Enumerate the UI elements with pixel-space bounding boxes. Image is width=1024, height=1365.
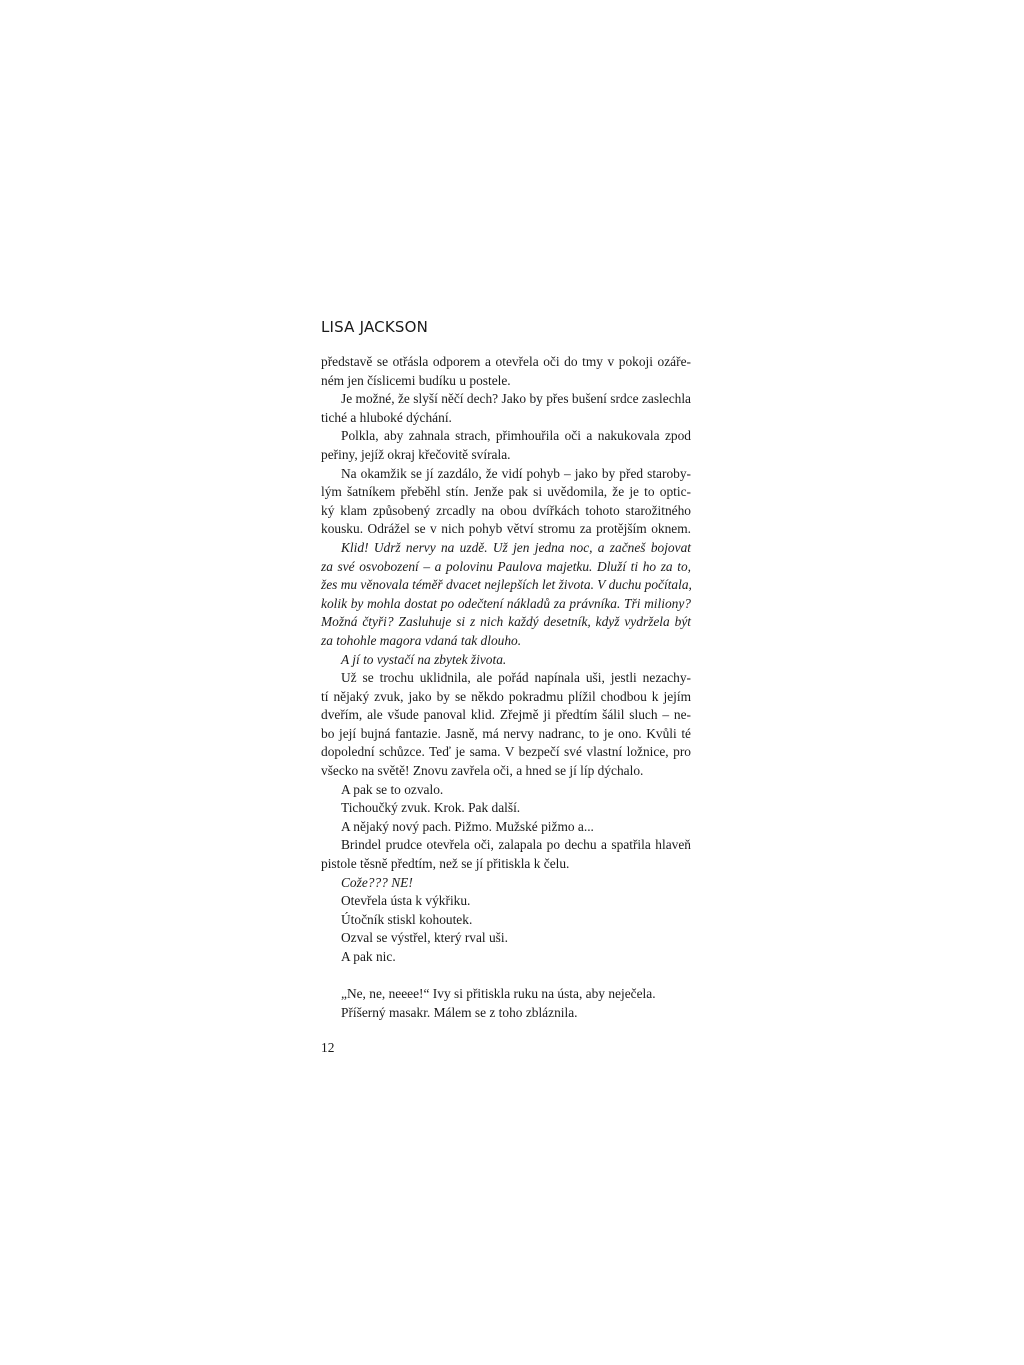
text-line: za své osvobození – a polovinu Paulova majetku. Dluží ti ho za to, — [321, 558, 691, 574]
text-line: Klid! Udrž nervy na uzdě. Už jen jedna noc, a začneš bojovat — [341, 539, 691, 555]
text-line: Příšerný masakr. Málem se z toho zbláznila. — [341, 1004, 578, 1020]
text-line: představě se otřásla odporem a otevřela oči do tmy v pokoji ozáře- — [321, 354, 691, 369]
text-line: Už se trochu uklidnila, ale pořád napínala uši, jestli nezachy- — [341, 670, 691, 686]
text-line: A pak se to ozvalo. — [341, 781, 444, 797]
text-line: všecko na světě! Znovu zavřela oči, a hned se jí líp dýchalo. — [321, 763, 644, 779]
text-line: tí nějaký zvuk, jako by se někdo pokradmu plížil chodbou k jejím — [321, 688, 691, 704]
text-line: lým šatníkem přeběhl stín. Jenže pak si uvědomila, že je to optic- — [321, 484, 691, 500]
text-line: A nějaký nový pach. Pižmo. Mužské pižmo a... — [341, 818, 594, 834]
text-line: A jí to vystačí na zbytek života. — [341, 651, 507, 667]
text-line: kolik by mohla dostat po odečtení nákladů za právníka. Tři miliony? — [321, 595, 691, 611]
text-line: Tichoučký zvuk. Krok. Pak další. — [341, 800, 521, 816]
text-line: kousku. Odrážel se v nich pohyb větví stromu za protějším oknem. — [321, 521, 691, 537]
text-line: Možná čtyři? Zasluhuje si z nich každý desetník, když vydržela být — [321, 614, 691, 630]
text-line: Na okamžik se jí zazdálo, že vidí pohyb – jako by před staroby- — [341, 465, 691, 481]
text-line: A pak nic. — [341, 949, 396, 964]
running-head: LISA JACKSON — [321, 318, 429, 336]
text-line: za tohohle magora vdaná tak dlouho. — [321, 632, 522, 648]
text-line: pistole těsně předtím, než se jí přitiskla k čelu. — [321, 856, 570, 872]
text-line: Brindel prudce otevřela oči, zalapala po dechu a spatřila hlaveň — [341, 837, 691, 853]
text-line: „Ne, ne, neeee!“ Ivy si přitiskla ruku na ústa, aby neječela. — [341, 986, 656, 1002]
text-line: ký klam způsobený zrcadly na obou dvířkách tohoto starožitného — [321, 502, 691, 518]
page-number: 12 — [321, 1040, 335, 1055]
text-line: Ozval se výstřel, který rval uši. — [341, 930, 508, 946]
text-line: peřiny, jejíž okraj křečovitě svírala. — [321, 446, 511, 462]
text-line: bo její bujná fantazie. Jasně, má nervy nadranc, to je ono. Kvůli té — [321, 725, 691, 741]
text-line: Otevřela ústa k výkřiku. — [341, 893, 471, 909]
body-text — [321, 353, 691, 1022]
text-line: ném jen číslicemi budíku u postele. — [321, 372, 511, 388]
text-line: Cože??? NE! — [341, 874, 413, 890]
text-line: Útočník stiskl kohoutek. — [341, 911, 473, 927]
text-line: dveřím, ale všude panoval klid. Zřejmě ji předtím šálil sluch – ne- — [321, 707, 691, 723]
text-line: Polkla, aby zahnala strach, přimhouřila oči a nakukovala zpod — [341, 428, 691, 444]
text-line: Je možné, že slyší něčí dech? Jako by přes bušení srdce zaslechla — [341, 391, 691, 407]
text-line: žes mu věnovala téměř dvacet nejlepších let života. V duchu počítala, — [321, 577, 692, 593]
text-line: dopolední schůzce. Teď je sama. V bezpečí své vlastní ložnice, pro — [321, 744, 691, 760]
text-line: tiché a hluboké dýchání. — [321, 409, 452, 425]
blank-line — [321, 967, 691, 986]
